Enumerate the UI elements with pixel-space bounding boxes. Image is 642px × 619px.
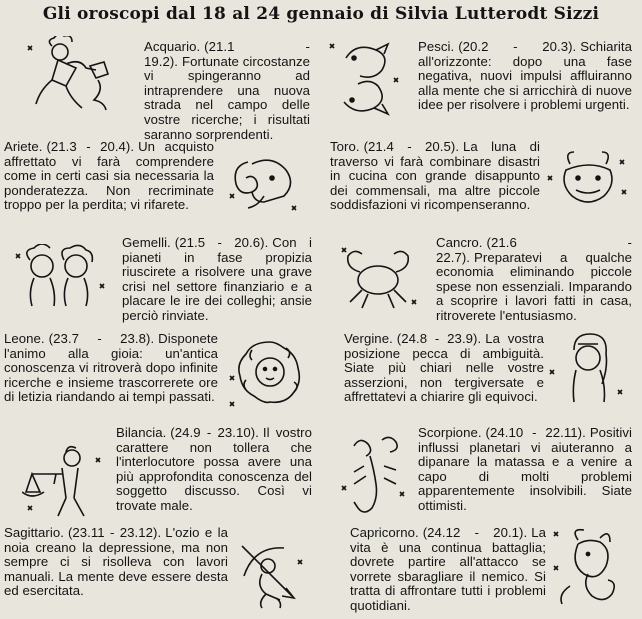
virgo-maiden-icon xyxy=(544,330,634,410)
sign-dates: (23.11 - 23.12). xyxy=(67,525,162,540)
vergine-text xyxy=(344,332,544,405)
pisces-fish-icon xyxy=(326,38,412,120)
sign-dates: (23.7 - 23.8). xyxy=(48,331,155,346)
leone-text xyxy=(4,332,218,405)
horoscope-sagittario xyxy=(2,524,318,619)
scorpio-scorpion-icon xyxy=(340,432,418,516)
leo-lion-icon xyxy=(226,332,312,412)
sign-forecast: Positivi influssi planetari vi aiuteranno a dipanare la matassa e a venire a capo di molti problemi apparentemente insolvibili. Siate ottimisti. xyxy=(418,425,632,513)
horoscope-acquario xyxy=(2,34,318,142)
horoscope-pesci xyxy=(322,34,638,136)
sign-dates: (21.1 - 19.2). xyxy=(144,39,310,69)
capricorno-text xyxy=(350,526,546,614)
libra-scales-icon xyxy=(22,444,104,522)
sign-forecast: L'ozio e la noia creano la depressione, ma non sempre ci si risolleva con lavori manuali. La mente deve essere desta ed esercitata. xyxy=(4,525,228,599)
horoscope-leone xyxy=(2,330,318,426)
sign-dates: (21.4 - 20.5). xyxy=(363,139,460,154)
sign-forecast: La vostra posizione pecca di ambiguità. Siate più chiari nelle vostre asserzioni, non tergiversate e affrettatevi a chiarire gli equivoci. xyxy=(344,331,544,405)
sign-forecast: Un acquisto affrettato vi farà comprendere come in certi casi sia necessaria la ponderatezza. Non recriminate troppo per la perdita; vi rifarete. xyxy=(4,139,214,213)
toro-text xyxy=(330,140,540,213)
horoscope-scorpione xyxy=(322,424,638,524)
horoscope-vergine xyxy=(322,330,638,426)
sign-forecast: Il vostro carattere non tollera che l'interlocutore possa avere una più approfondita conoscenza del soggetto discusso. Così vi trovate male. xyxy=(116,425,312,513)
horoscope-bilancia xyxy=(2,424,318,524)
ariete-text xyxy=(4,140,214,213)
sign-forecast: La luna di traverso vi farà combinare disastri in cucina con grande disappunto dei commensali, ma altre piccole soddisfazioni vi ricompenseranno. xyxy=(330,139,540,213)
sign-name: Vergine. xyxy=(344,331,393,346)
acquario-text xyxy=(144,40,310,142)
taurus-bull-icon xyxy=(544,150,634,216)
sagittario-text xyxy=(4,526,228,599)
sign-dates: (24.8 - 23.9). xyxy=(396,331,482,346)
sign-forecast: Fortunate circostanze vi spingeranno ad intraprendere una nuova strada nel campo delle vostre ricerche; i risultati saranno sorprendenti. xyxy=(144,53,310,142)
aries-ram-icon xyxy=(224,150,304,220)
capricorn-goat-icon xyxy=(548,526,636,610)
left-column xyxy=(2,34,318,619)
sign-name: Ariete. xyxy=(4,139,43,154)
horoscope-capricorno xyxy=(322,524,638,619)
sign-dates: (20.2 - 20.3). xyxy=(458,39,577,54)
sign-name: Bilancia. xyxy=(116,425,167,440)
sign-name: Pesci. xyxy=(418,39,455,54)
right-column xyxy=(322,34,638,619)
page-title: Gli oroscopi dal 18 al 24 gennaio di Silvia Lutterodt Sizzi xyxy=(42,4,600,24)
sign-dates: (21.3 - 20.4). xyxy=(46,139,135,154)
sign-name: Scorpione. xyxy=(418,425,482,440)
sign-dates: (24.12 - 20.1). xyxy=(422,525,528,540)
cancer-crab-icon xyxy=(338,240,424,316)
sign-name: Cancro. xyxy=(436,235,483,250)
sign-dates: (24.9 - 23.10). xyxy=(170,425,259,440)
sign-name: Gemelli. xyxy=(122,235,171,250)
horoscope-cancro xyxy=(322,232,638,326)
bilancia-text xyxy=(116,426,312,514)
sign-forecast: Disponete l'animo alla gioia: un'antica conoscenza vi ritroverà dopo infinite ricerche e insieme trascorrerete ore di letizia riandando ai tempi passati. xyxy=(4,331,218,405)
scorpione-text xyxy=(418,426,632,514)
gemini-twins-icon xyxy=(8,244,113,314)
sign-forecast: Schiarita all'orizzonte: dopo una fase negativa, nuovi impulsi affluiranno alla mente che si arricchirà di nuove idee per risolvere i problemi urgenti. xyxy=(418,39,632,113)
horoscope-ariete xyxy=(2,138,318,236)
sign-forecast: La vita è una continua battaglia; dovrete partire all'attacco se vorrete sbaragliare il nemico. Si tratta di affrontare tutti i problemi quotidiani. xyxy=(350,525,546,613)
sign-name: Capricorno. xyxy=(350,525,419,540)
sign-forecast: Con i pianeti in fase propizia riuscirete a risolvere una grave crisi nel settore finanziario e a placare le ire dei colleghi; ansie perciò rinviate. xyxy=(122,235,312,323)
sign-name: Acquario. xyxy=(144,39,201,54)
sign-dates: (21.5 - 20.6). xyxy=(174,235,269,250)
sign-dates: (24.10 - 22.11). xyxy=(485,425,586,440)
sagittarius-archer-icon xyxy=(232,536,314,610)
sign-dates: (21.6 - 22.7). xyxy=(436,235,632,265)
sign-name: Toro. xyxy=(330,139,360,154)
aquarius-icon xyxy=(20,36,115,116)
sign-name: Sagittario. xyxy=(4,525,64,540)
sign-name: Leone. xyxy=(4,331,45,346)
pesci-text xyxy=(418,40,632,113)
horoscope-gemelli xyxy=(2,232,318,322)
gemelli-text xyxy=(122,236,312,324)
horoscope-toro xyxy=(322,138,638,232)
cancro-text xyxy=(436,236,632,324)
sign-forecast: Preparatevi a qualche economia eliminando piccole spese non essenziali. Imparando a scoprire i lavori fatti in casa, ritroverete l'entusiasmo. xyxy=(436,249,632,323)
